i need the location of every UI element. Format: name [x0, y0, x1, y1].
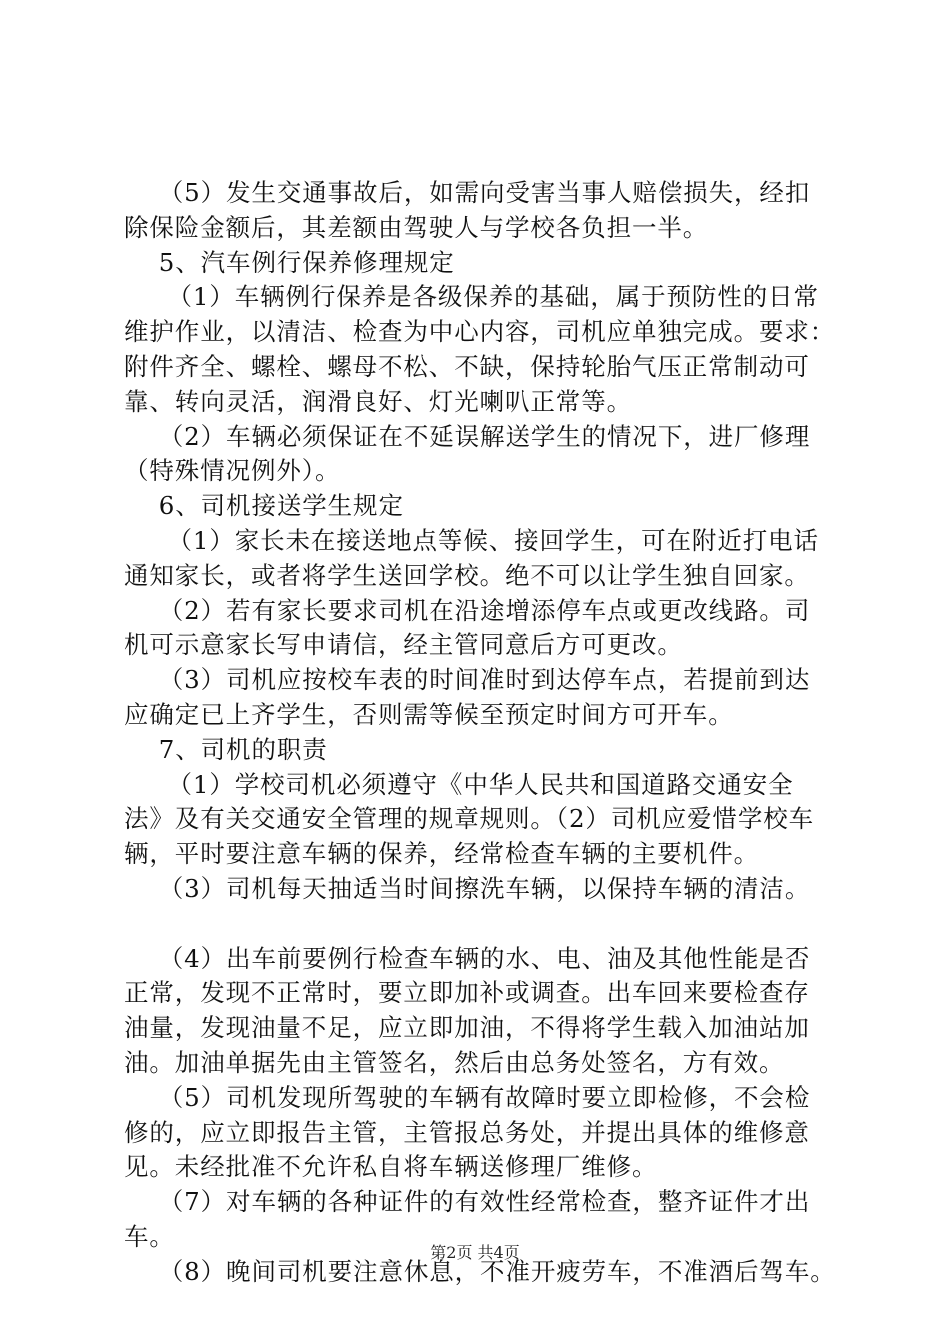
text-line: （5）司机发现所驾驶的车辆有故障时要立即检修，不会检 — [124, 1082, 811, 1112]
text-line: （2）若有家长要求司机在沿途增添停车点或更改线路。司 — [124, 595, 811, 625]
text-line: 油。加油单据先由主管签名，然后由总务处签名，方有效。 — [124, 1047, 785, 1077]
text-line: 通知家长，或者将学生送回学校。绝不可以让学生独自回家。 — [124, 560, 810, 590]
blank-line — [124, 907, 830, 942]
text-line: （1）学校司机必须遵守《中华人民共和国道路交通安全 — [124, 769, 794, 799]
text-line: （4）出车前要例行检查车辆的水、电、油及其他性能是否 — [124, 943, 811, 973]
text-line: 正常，发现不正常时，要立即加补或调查。出车回来要检查存 — [124, 978, 810, 1008]
text-line: （2）车辆必须保证在不延误解送学生的情况下，进厂修理 — [124, 421, 811, 451]
text-line: （1）车辆例行保养是各级保养的基础，属于预防性的日常 — [124, 282, 819, 312]
section-heading: 6、司机接送学生规定 — [124, 491, 404, 521]
text-line: 机可示意家长写申请信，经主管同意后方可更改。 — [124, 630, 683, 660]
text-line: （1）家长未在接送地点等候、接回学生，可在附近打电话 — [124, 525, 819, 555]
text-line: 见。未经批准不允许私自将车辆送修理厂维修。 — [124, 1152, 658, 1182]
text-line: 法》及有关交通安全管理的规章规则。（2）司机应爱惜学校车 — [124, 804, 815, 834]
text-line: （8）晚间司机要注意休息，不准开疲劳车，不准酒后驾车。 — [124, 1256, 836, 1286]
text-line: 靠、转向灵活，润滑良好、灯光喇叭正常等。 — [124, 386, 632, 416]
text-line: （7）对车辆的各种证件的有效性经常检查，整齐证件才出 — [124, 1187, 811, 1217]
document-body — [124, 176, 836, 1290]
text-line: 修的，应立即报告主管，主管报总务处，并提出具体的维修意 — [124, 1117, 810, 1147]
text-line: （3）司机应按校车表的时间准时到达停车点，若提前到达 — [124, 665, 811, 695]
text-line: 油量，发现油量不足，应立即加油，不得将学生载入加油站加 — [124, 1013, 810, 1043]
page-number-footer: 第2页 共4页 — [430, 1243, 520, 1262]
text-line: （3）司机每天抽适当时间擦洗车辆，以保持车辆的清洁。 — [124, 873, 811, 903]
section-heading: 7、司机的职责 — [124, 734, 328, 764]
text-line: 维护作业，以清洁、检查为中心内容，司机应单独完成。要求： — [124, 317, 836, 347]
text-line: （特殊情况例外）。 — [124, 456, 341, 486]
text-line: 辆，平时要注意车辆的保养，经常检查车辆的主要机件。 — [124, 839, 759, 869]
text-line: 除保险金额后，其差额由驾驶人与学校各负担一半。 — [124, 212, 709, 242]
text-line: 应确定已上齐学生，否则需等候至预定时间方可开车。 — [124, 699, 734, 729]
text-line: （5）发生交通事故后，如需向受害当事人赔偿损失，经扣 — [124, 178, 811, 207]
section-heading: 5、汽车例行保养修理规定 — [124, 247, 455, 277]
text-line: 车。 — [124, 1221, 175, 1251]
text-line: 附件齐全、螺栓、螺母不松、不缺，保持轮胎气压正常制动可 — [124, 351, 810, 381]
